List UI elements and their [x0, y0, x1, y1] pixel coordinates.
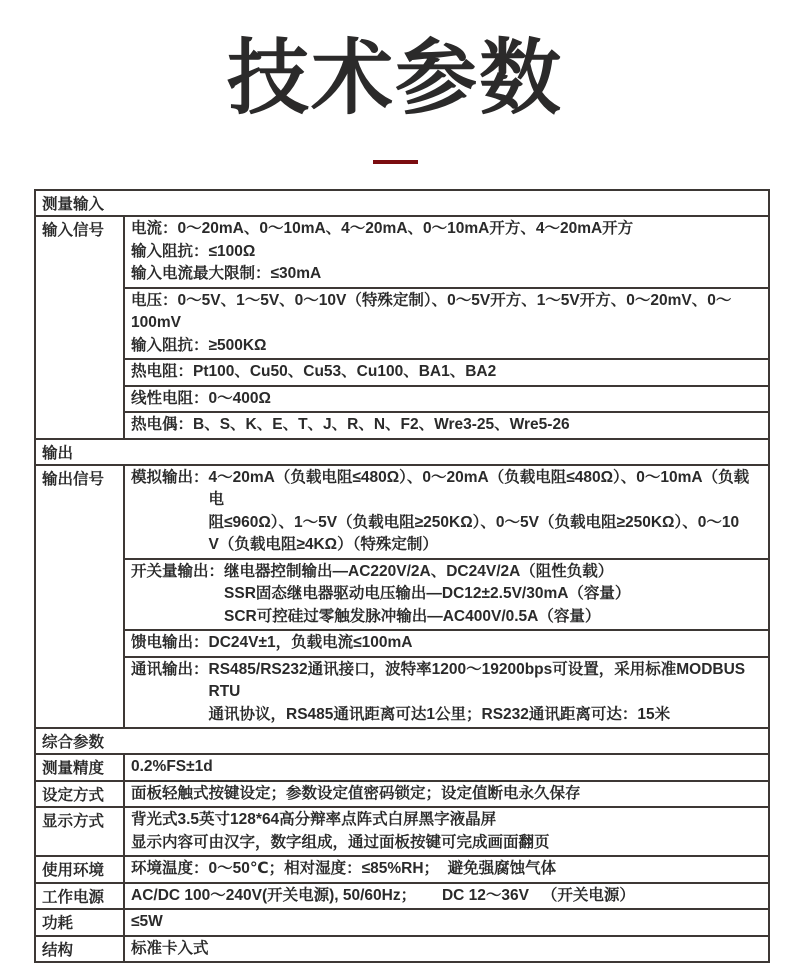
page-title: 技术参数 [226, 33, 563, 124]
spec-table [34, 189, 770, 963]
section-title: 测量输入 [35, 190, 769, 216]
table-row [35, 386, 769, 413]
table-row [35, 883, 769, 910]
row-label: 输出信号 [35, 465, 124, 729]
row-label: 使用环境 [35, 856, 124, 883]
value-line: 电压：0～5V、1～5V、0～10V（特殊定制）、0～5V开方、1～5V开方、0～20mV、0～100mV [131, 291, 732, 332]
table-row [35, 288, 769, 360]
table-row [35, 216, 769, 288]
labeled-value [131, 632, 762, 655]
value-line: 热电偶：B、S、K、E、T、J、R、N、F2、Wre3-25、Wre5-26 [131, 416, 570, 434]
row-label: 测量精度 [35, 754, 124, 781]
value-prefix: 通讯输出： [131, 660, 209, 678]
section-header-row [35, 728, 769, 754]
value-line: 阻≤960Ω）、1～5V（负载电阻≥250KΩ）、0～5V（负载电阻≥250KΩ）、0～10 [208, 513, 740, 531]
value-line: 线性电阻：0～400Ω [131, 389, 271, 407]
row-value [124, 807, 769, 856]
table-row [35, 754, 769, 781]
value-line: 输入阻抗：≤100Ω [131, 242, 256, 260]
value-line: 显示内容可由汉字，数字组成，通过面板按键可完成画面翻页 [131, 833, 550, 851]
table-row [35, 465, 769, 559]
table-row [35, 807, 769, 856]
row-label: 功耗 [35, 909, 124, 936]
row-value [124, 909, 769, 936]
value-lines [209, 467, 762, 557]
value-lines [209, 632, 762, 655]
value-line: 电流：0～20mA、0～10mA、4～20mA、0～10mA开方、4～20mA开方 [131, 220, 634, 238]
labeled-value [131, 467, 762, 557]
title-divider [373, 160, 418, 164]
row-label: 工作电源 [35, 883, 124, 910]
row-value [124, 288, 769, 360]
row-value [124, 630, 769, 657]
value-line: AC/DC 100～240V(开关电源), 50/60Hz； DC 12～36V （开关电源） [131, 886, 635, 904]
value-line: 面板轻触式按键设定；参数设定值密码锁定；设定值断电永久保存 [131, 784, 581, 802]
value-line: 背光式3.5英寸128*64高分辩率点阵式白屏黑字液晶屏 [131, 811, 497, 829]
table-row [35, 412, 769, 439]
row-value [124, 359, 769, 386]
table-row [35, 781, 769, 808]
value-line: RS485/RS232通讯接口，波特率1200～19200bps可设置，采用标准MODBUS RTU [208, 660, 750, 701]
value-line: V（负载电阻≥4KΩ）（特殊定制） [208, 536, 438, 554]
value-line: 环境温度：0～50℃；相对湿度：≤85%RH； 避免强腐蚀气体 [131, 860, 557, 878]
row-value [124, 781, 769, 808]
value-line: 输入电流最大限制：≤30mA [131, 265, 322, 283]
table-row [35, 630, 769, 657]
value-prefix: 模拟输出： [131, 468, 209, 486]
row-value [124, 856, 769, 883]
table-row [35, 856, 769, 883]
value-line: SSR固态继电器驱动电压输出—DC12±2.5V/30mA（容量） [224, 585, 631, 603]
labeled-value [131, 659, 762, 727]
value-lines [224, 561, 762, 629]
labeled-value [131, 561, 762, 629]
row-value [124, 559, 769, 631]
table-row [35, 909, 769, 936]
value-line: 4～20mA（负载电阻≤480Ω）、0～20mA（负载电阻≤480Ω）、0～10mA（负载电 [208, 468, 750, 509]
table-row [35, 359, 769, 386]
table-row [35, 936, 769, 963]
value-prefix: 馈电输出： [131, 634, 209, 652]
row-value [124, 465, 769, 559]
row-value [124, 216, 769, 288]
row-value [124, 657, 769, 729]
section-header-row [35, 439, 769, 465]
section-header-row [35, 190, 769, 216]
table-row [35, 559, 769, 631]
value-line: 标准卡入式 [131, 939, 209, 957]
value-line: 继电器控制输出—AC220V/2A、DC24V/2A（阻性负载） [224, 562, 614, 580]
spec-table-container [34, 189, 770, 963]
row-value [124, 386, 769, 413]
value-prefix: 开关量输出： [131, 562, 225, 580]
section-title: 综合参数 [35, 728, 769, 754]
value-line: SCR可控硅过零触发脉冲输出—AC400V/0.5A（容量） [224, 607, 601, 625]
value-line: 热电阻：Pt100、Cu50、Cu53、Cu100、BA1、BA2 [131, 363, 497, 381]
row-label: 结构 [35, 936, 124, 963]
value-line: 通讯协议，RS485通讯距离可达1公里；RS232通讯距离可达：15米 [208, 705, 671, 723]
row-label: 显示方式 [35, 807, 124, 856]
row-value [124, 936, 769, 963]
row-label: 设定方式 [35, 781, 124, 808]
value-line: DC24V±1，负载电流≤100mA [208, 634, 413, 652]
row-value [124, 412, 769, 439]
row-value [124, 754, 769, 781]
value-line: 0.2%FS±1d [131, 758, 213, 776]
row-label: 输入信号 [35, 216, 124, 439]
value-line: 输入阻抗：≥500KΩ [131, 336, 267, 354]
row-value [124, 883, 769, 910]
table-row [35, 657, 769, 729]
section-title: 输出 [35, 439, 769, 465]
value-line: ≤5W [131, 913, 163, 931]
value-lines [209, 659, 762, 727]
